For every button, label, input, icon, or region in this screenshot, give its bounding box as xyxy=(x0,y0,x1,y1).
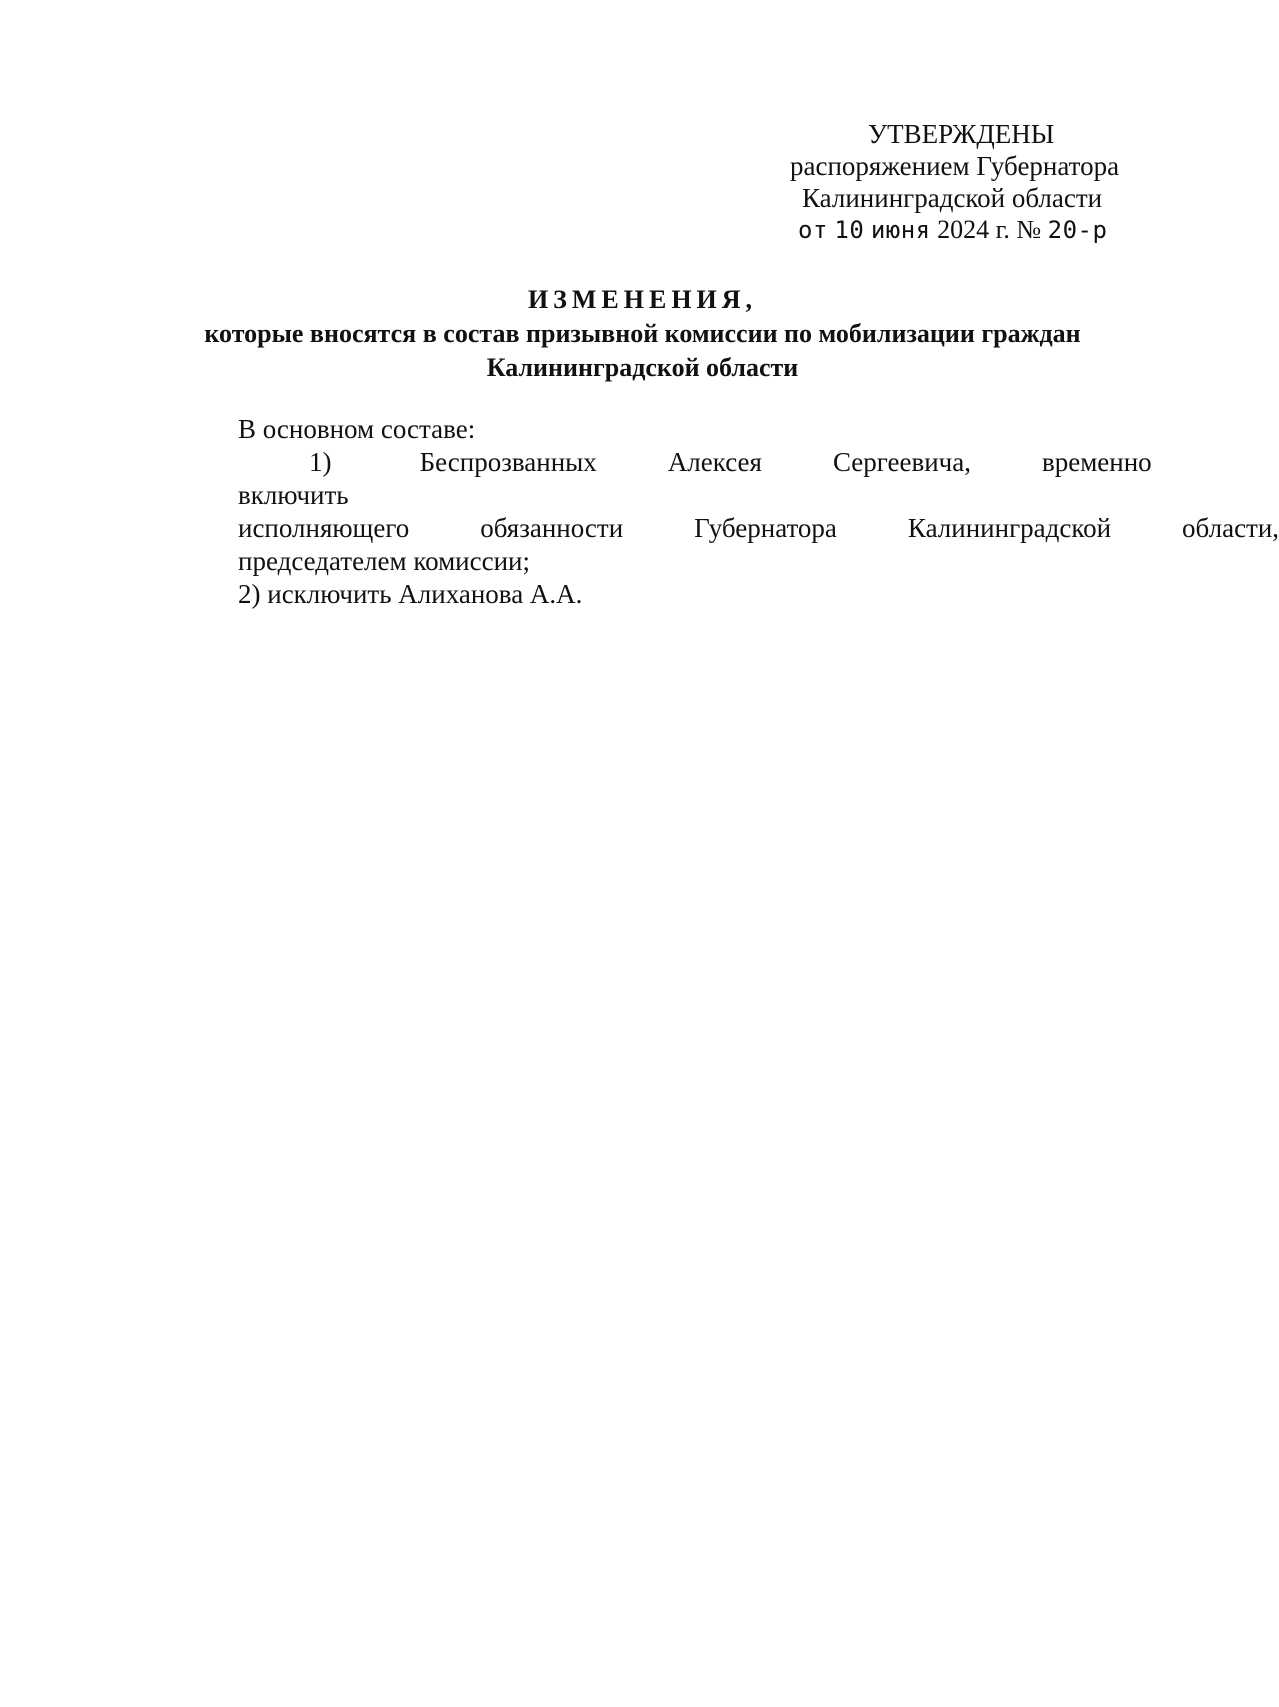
word: Алексея xyxy=(667,447,762,477)
word: области, xyxy=(1182,513,1279,543)
item1-row-1 xyxy=(167,446,1152,512)
approval-title: УТВЕРЖДЕНЫ xyxy=(868,119,1055,149)
item1-row-3: председателем комиссии; xyxy=(238,546,530,576)
intro-paragraph: В основном составе: xyxy=(238,414,476,444)
approval-region: Калининградской области xyxy=(802,183,1103,213)
word: обязанности xyxy=(480,513,624,543)
word: исполняющего xyxy=(238,513,410,543)
word: временно xyxy=(1041,447,1152,477)
date-month: июня xyxy=(870,216,931,244)
date-day: 10 xyxy=(834,216,865,244)
word: Сергеевича, xyxy=(832,447,971,477)
approval-authority: распоряжением Губернатора xyxy=(790,151,1120,181)
document-heading xyxy=(150,283,1135,385)
document-title: ИЗМЕНЕНИЯ, xyxy=(527,285,758,314)
word: Беспрозванных xyxy=(419,447,597,477)
word: Калининградской xyxy=(907,513,1112,543)
document-body xyxy=(167,413,1279,611)
document-number: 20-р xyxy=(1047,216,1108,244)
approval-date-line xyxy=(790,214,1150,246)
list-item-include xyxy=(167,446,1279,578)
item1-row-2 xyxy=(167,512,1279,545)
document-subtitle-line-2: Калининградской области xyxy=(486,353,799,382)
approval-stamp-block xyxy=(790,118,1150,246)
list-item-exclude: 2) исключить Алиханова А.А. xyxy=(238,579,583,609)
date-year: 2024 г. № xyxy=(937,215,1042,244)
document-subtitle-line-1: которые вносятся в состав призывной комиссии по мобилизации граждан xyxy=(204,319,1081,348)
word: 1) включить xyxy=(238,447,349,510)
date-prefix: от xyxy=(798,216,828,244)
word: Губернатора xyxy=(694,513,837,543)
